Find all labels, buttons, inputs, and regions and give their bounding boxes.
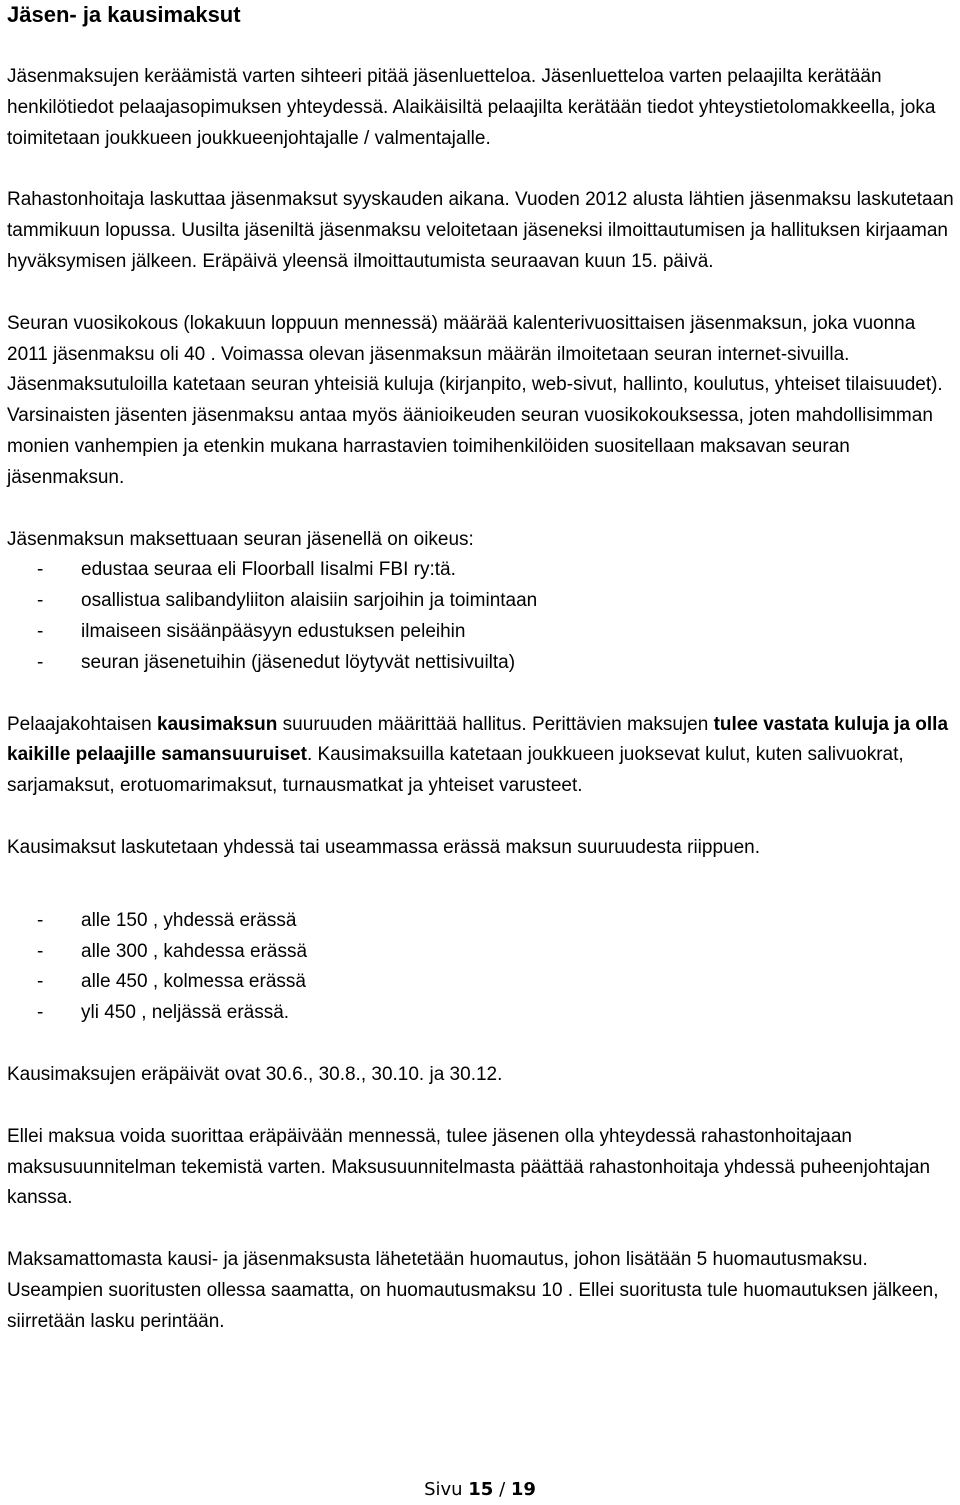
list-item: - yli 450 , neljässä erässä. (7, 998, 955, 1029)
list-item: - seuran jäsenetuihin (jäsenedut löytyvät nettisivuilta) (7, 648, 955, 679)
page-number: 15 (468, 1479, 494, 1500)
list-dash: - (37, 651, 44, 673)
paragraph-billing: Rahastonhoitaja laskuttaa jäsenmaksut syyskauden aikana. Vuoden 2012 alusta lähtien jäsenmaksu laskutetaan tammikuun lopussa. Uusilta jäseniltä jäsenmaksu veloitetaan jäseneksi ilmoittautumisen ja hallituksen kirjaaman hyväksymisen jälkeen. Eräpäivä yleensä ilmoittautumista seuraavan kuun 15. päivä. (7, 189, 954, 272)
paragraph-annual-meeting: Seuran vuosikokous (lokakuun loppuun mennessä) määrää kalenterivuosittaisen jäsenmaksun, joka vuonna 2011 jäsenmaksu oli 40 . Voimassa olevan jäsenmaksun määrän ilmoitetaan seuran internet-sivuilla. Jäsenmaksutuloilla katetaan seuran yhteisiä kuluja (kirjanpito, web-sivut, hallinto, koulutus, yhteiset tilaisuudet). Varsinaisten jäsenten jäsenmaksu antaa myös äänioikeuden seuran vuosikokouksessa, joten mahdollisimman monien vanhempien ja etenkin mukana harrastavien toimihenkilöiden suositellaan maksavan seuran jäsenmaksun. (7, 312, 943, 488)
list-dash: - (37, 940, 44, 962)
document-page (7, 0, 955, 1338)
paragraph-reminder: Maksamattomasta kausi- ja jäsenmaksusta lähetetään huomautus, johon lisätään 5 huomautusmaksu. Useampien suoritusten ollessa saamatta, on huomautusmaksu 10 . Ellei suoritusta tule huomautuksen jälkeen, siirretään lasku perintään. (7, 1249, 939, 1332)
list-item: - osallistua salibandyliiton alaisiin sarjoihin ja toimintaan (7, 586, 955, 617)
rights-intro: Jäsenmaksun maksettuaan seuran jäsenellä on oikeus: (7, 528, 474, 550)
page-footer: Sivu 15 / 19 (424, 1479, 536, 1500)
list-dash: - (37, 1002, 44, 1024)
paragraph-member-register: Jäsenmaksujen keräämistä varten sihteeri pitää jäsenluetteloa. Jäsenluetteloa varten pelaajilta kerätään henkilötiedot pelaajasopimuksen yhteydessä. Alaikäisiltä pelaajilta kerätään tiedot yhteystietolomakkeella, joka toimitetaan joukkueen joukkueenjohtajalle / valmentajalle. (7, 66, 936, 149)
list-item: - edustaa seuraa eli Floorball Iisalmi FBI ry:tä. (7, 555, 955, 586)
list-item: - alle 150 , yhdessä erässä (7, 906, 955, 937)
paragraph-payment-plan: Ellei maksua voida suorittaa eräpäivään mennessä, tulee jäsenen olla yhteydessä rahastonhoitajaan maksusuunnitelman tekemistä varten. Maksusuunnitelmasta päättää rahastonhoitaja yhdessä puheenjohtajan kanssa. (7, 1125, 931, 1209)
list-item: - alle 450 , kolmessa erässä (7, 967, 955, 998)
list-dash: - (37, 971, 44, 993)
installments-list (7, 906, 955, 1029)
list-item: - ilmaiseen sisäänpääsyyn edustuksen peleihin (7, 617, 955, 648)
list-dash: - (37, 590, 44, 612)
bold-fee-rule: tulee vastata kuluja ja olla kaikille pelaajille samansuuruiset (7, 713, 949, 766)
paragraph-due-dates: Kausimaksujen eräpäivät ovat 30.6., 30.8., 30.10. ja 30.12. (7, 1063, 503, 1085)
rights-list (7, 555, 955, 678)
page-title: Jäsen- ja kausimaksut (7, 2, 241, 27)
list-dash: - (37, 620, 44, 642)
list-dash: - (37, 559, 44, 581)
paragraph-season-fee: Pelaajakohtaisen kausimaksun suuruuden määrittää hallitus. Perittävien maksujen tulee vastata kuluja ja olla kaikille pelaajille samansuuruiset. Kausimaksuilla katetaan joukkueen juoksevat kulut, kuten salivuokrat, sarjamaksut, erotuomarimaksut, turnausmatkat ja yhteiset varusteet. (7, 713, 949, 797)
list-item: - alle 300 , kahdessa erässä (7, 937, 955, 968)
bold-season-fee: kausimaksun (157, 713, 278, 735)
list-dash: - (37, 909, 44, 931)
page-total: 19 (510, 1479, 536, 1500)
paragraph-installments-intro: Kausimaksut laskutetaan yhdessä tai useammassa erässä maksun suuruudesta riippuen. (7, 836, 761, 858)
